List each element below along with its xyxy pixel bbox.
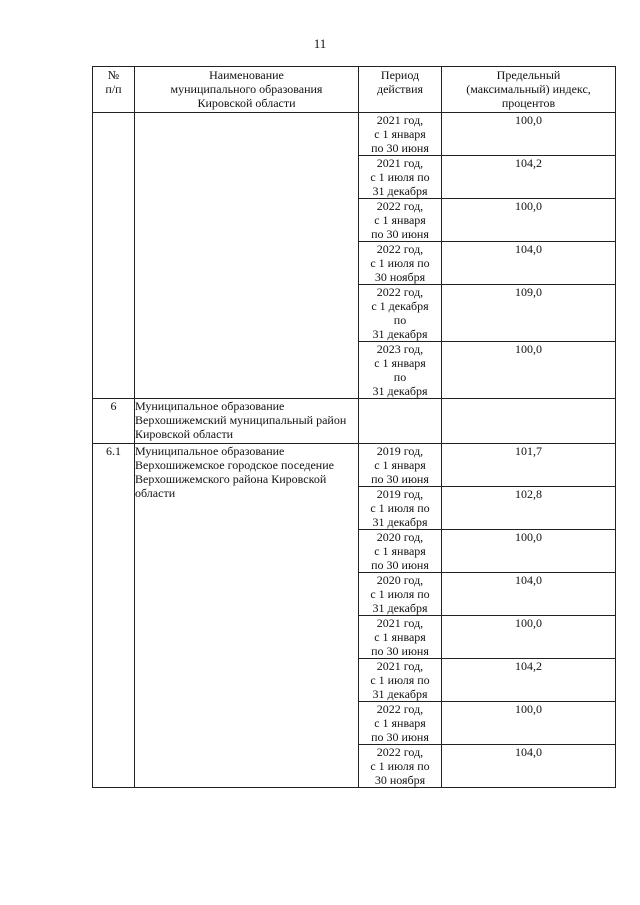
index-cell: 109,0 <box>442 285 616 342</box>
index-cell: 100,0 <box>442 199 616 242</box>
period-cell: 2022 год, с 1 июля по 30 ноября <box>359 745 442 788</box>
period-cell: 2019 год, с 1 января по 30 июня <box>359 444 442 487</box>
table-row <box>93 444 616 487</box>
row-number <box>93 113 135 399</box>
header-name <box>135 67 359 113</box>
period-cell: 2022 год, с 1 июля по 30 ноября <box>359 242 442 285</box>
municipality-name: Муниципальное образование Верхошижемский муниципальный район Кировской области <box>135 399 359 444</box>
index-cell <box>442 399 616 444</box>
period-cell: 2020 год, с 1 января по 30 июня <box>359 530 442 573</box>
header-index-label: Предельный (максимальный) индекс, процентов <box>466 68 591 110</box>
header-period <box>359 67 442 113</box>
period-cell: 2022 год, с 1 января по 30 июня <box>359 702 442 745</box>
period-cell: 2023 год, с 1 января по 31 декабря <box>359 342 442 399</box>
period-cell: 2022 год, с 1 января по 30 июня <box>359 199 442 242</box>
index-cell: 100,0 <box>442 616 616 659</box>
header-period-label: Период действия <box>376 68 424 96</box>
row-number: 6 <box>93 399 135 444</box>
header-number-label: № п/п <box>105 68 122 96</box>
table-body <box>93 113 616 788</box>
index-cell: 104,0 <box>442 242 616 285</box>
period-cell: 2021 год, с 1 июля по 31 декабря <box>359 156 442 199</box>
municipality-name <box>135 113 359 399</box>
tariff-index-table <box>92 66 616 788</box>
header-name-label: Наименование муниципального образования Кировской области <box>170 68 323 110</box>
index-cell: 104,2 <box>442 659 616 702</box>
period-cell: 2021 год, с 1 января по 30 июня <box>359 616 442 659</box>
index-cell: 100,0 <box>442 530 616 573</box>
page-number: 11 <box>313 36 327 51</box>
period-cell: 2021 год, с 1 января по 30 июня <box>359 113 442 156</box>
header-number <box>93 67 135 113</box>
index-cell: 100,0 <box>442 702 616 745</box>
index-cell: 100,0 <box>442 113 616 156</box>
table-row <box>93 399 616 444</box>
index-cell: 104,0 <box>442 573 616 616</box>
period-cell: 2021 год, с 1 июля по 31 декабря <box>359 659 442 702</box>
period-cell: 2022 год, с 1 декабря по 31 декабря <box>359 285 442 342</box>
period-cell <box>359 399 442 444</box>
municipality-name: Муниципальное образование Верхошижемское городское поседение Верхошижемского района Кировской области <box>135 444 359 788</box>
row-number: 6.1 <box>93 444 135 788</box>
index-cell: 100,0 <box>442 342 616 399</box>
index-cell: 102,8 <box>442 487 616 530</box>
table-row <box>93 113 616 156</box>
period-cell: 2019 год, с 1 июля по 31 декабря <box>359 487 442 530</box>
table-header-row <box>93 67 616 113</box>
header-index <box>442 67 616 113</box>
index-cell: 104,0 <box>442 745 616 788</box>
index-cell: 101,7 <box>442 444 616 487</box>
period-cell: 2020 год, с 1 июля по 31 декабря <box>359 573 442 616</box>
index-cell: 104,2 <box>442 156 616 199</box>
